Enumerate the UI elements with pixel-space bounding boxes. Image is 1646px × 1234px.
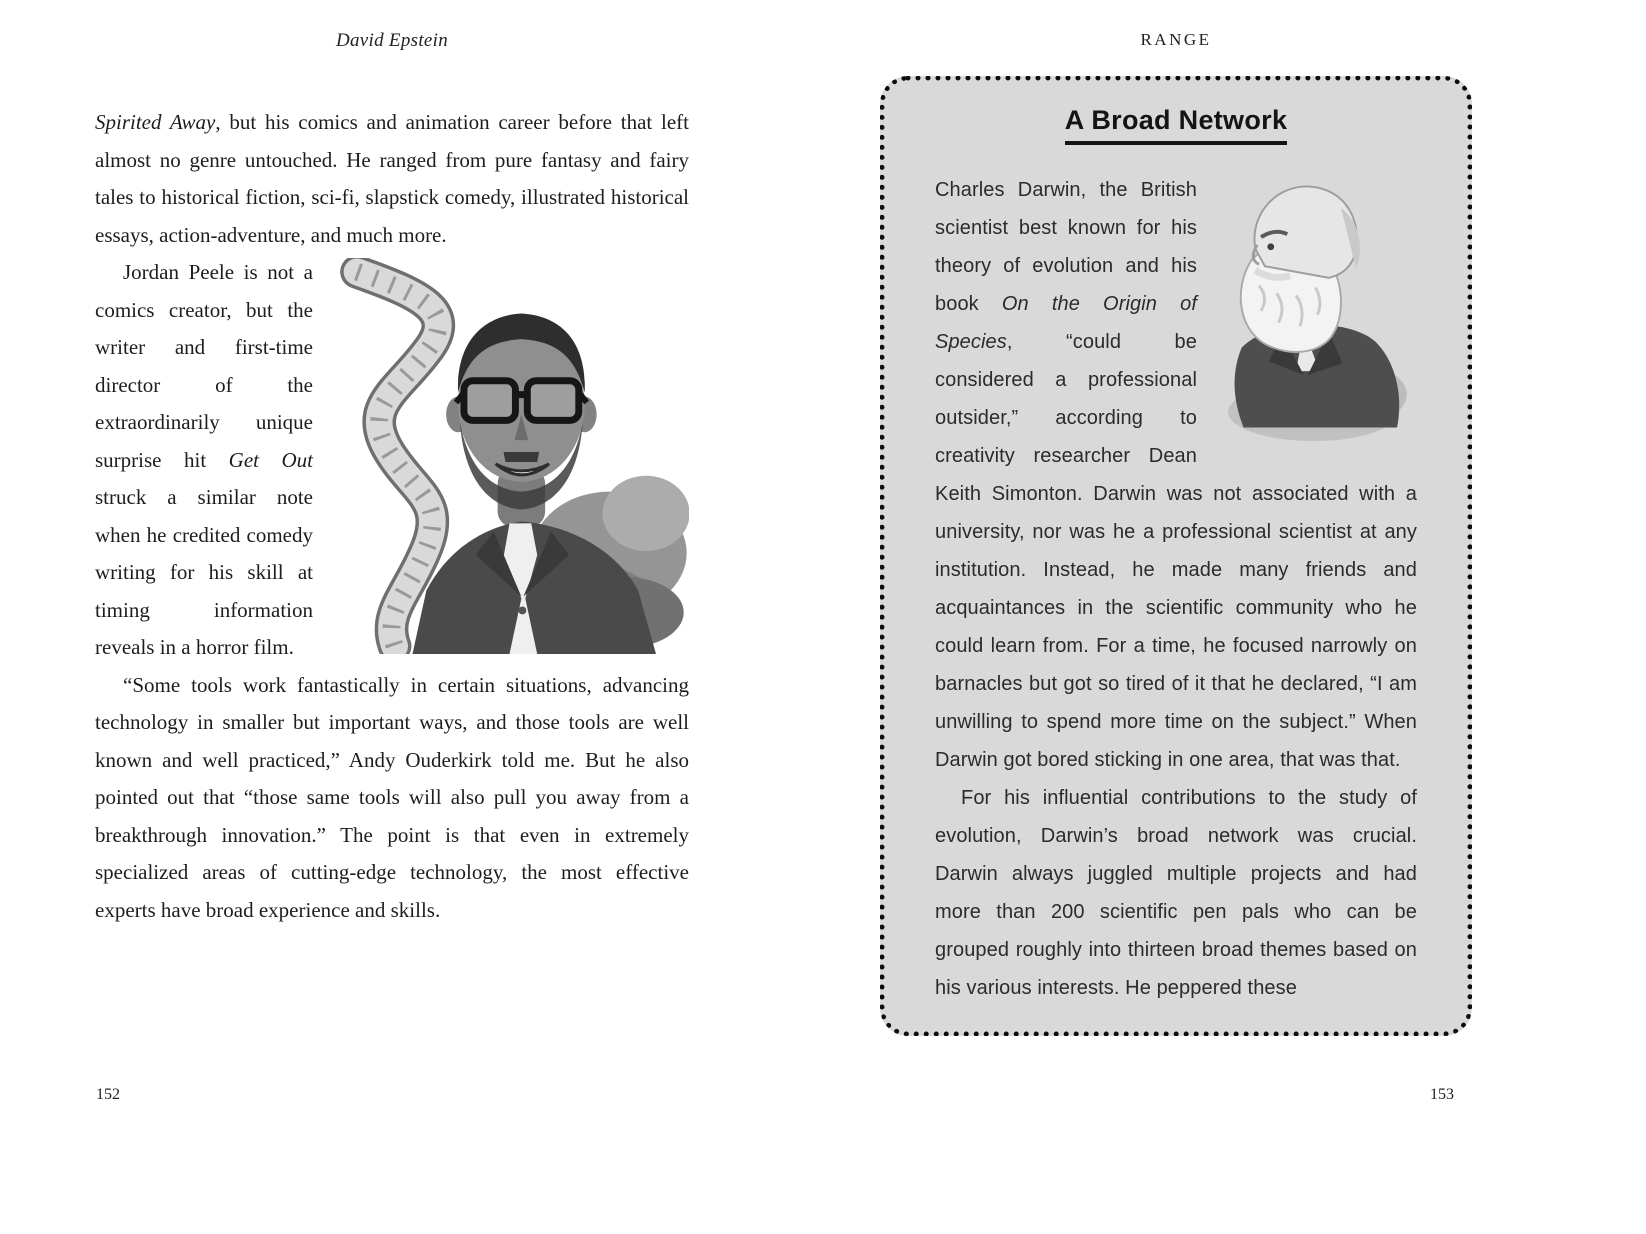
right-page [880, 30, 1472, 1036]
paragraph-darwin-penpals: For his influential contributions to the study of evolution, Darwin’s broad network was crucial. Darwin always juggled multiple projects and had more than 200 scientific pen pals who can be grouped roughly into thirteen broad themes based on his various interests. He peppered these [935, 787, 1417, 999]
page-number-left: 152 [96, 1086, 120, 1103]
jordan-peele-illustration-svg [327, 258, 689, 654]
paragraph-text: Charles Darwin, the British scientist best known for his theory of evolution and his book [935, 179, 1197, 315]
running-header-author: David Epstein [335, 30, 449, 51]
paragraph-text: , “could be considered a professional outsider,” according to creativity researcher Dean Keith Simonton. Darwin was not associated with a university, nor was he a professional scientist at any institution. Instead, he made many friends and acquaintances in the scientific community who he could learn from. For a time, he focused narrowly on barnacles but got so tired of it that he declared, “I am unwilling to spend more time on the subject.” When Darwin got bored sticking in one area, that was that. [935, 331, 1417, 771]
paragraph-text: , but his comics and animation career before that left almost no genre untouched. He ranged from pure fantasy and fairy tales to historical fiction, sci-fi, slapstick comedy, illustrated historical essays, action-adventure, and much more. [95, 110, 689, 247]
film-title-italic: Get Out [228, 447, 313, 472]
shirt-button [518, 606, 526, 614]
paragraph-text: Jordan Peele is not a comics creator, but the writer and first-time director of the extraordinarily unique surprise hit [95, 260, 313, 472]
paragraph-ouderkirk-quote: “Some tools work fantastically in certain situations, advancing technology in smaller but important ways, and those tools are well known and well practiced,” Andy Ouderkirk told me. But he also pointed out that “those same tools will also pull you away from a breakthrough innovation.” The point is that even in extremely specialized areas of cutting-edge technology, the most effective experts have broad experience and skills. [95, 672, 689, 922]
running-header-book-title: RANGE [1140, 30, 1212, 49]
mustache [504, 452, 540, 462]
paragraph-jordan-peele [95, 254, 689, 667]
paragraph-miyazaki [95, 104, 689, 254]
jordan-peele-illustration [327, 258, 689, 654]
book-title-italic: Spirited Away [95, 110, 216, 134]
paragraph-darwin-network [935, 171, 1417, 779]
book-title-italic: On the Origin of Species [935, 293, 1197, 353]
box-title: A Broad Network [1065, 105, 1288, 145]
broad-network-box [880, 76, 1472, 1036]
box-title-wrap [935, 105, 1417, 145]
left-page [95, 30, 689, 929]
charles-darwin-illustration-svg [1211, 171, 1417, 443]
paragraph-text: struck a similar note when he credited comedy writing for his skill at timing information reveals in a horror film. [95, 485, 313, 659]
film-strip-icon [357, 272, 438, 646]
eye [1267, 243, 1274, 250]
page-number-right: 153 [1430, 1086, 1454, 1103]
charles-darwin-illustration [1211, 171, 1417, 443]
